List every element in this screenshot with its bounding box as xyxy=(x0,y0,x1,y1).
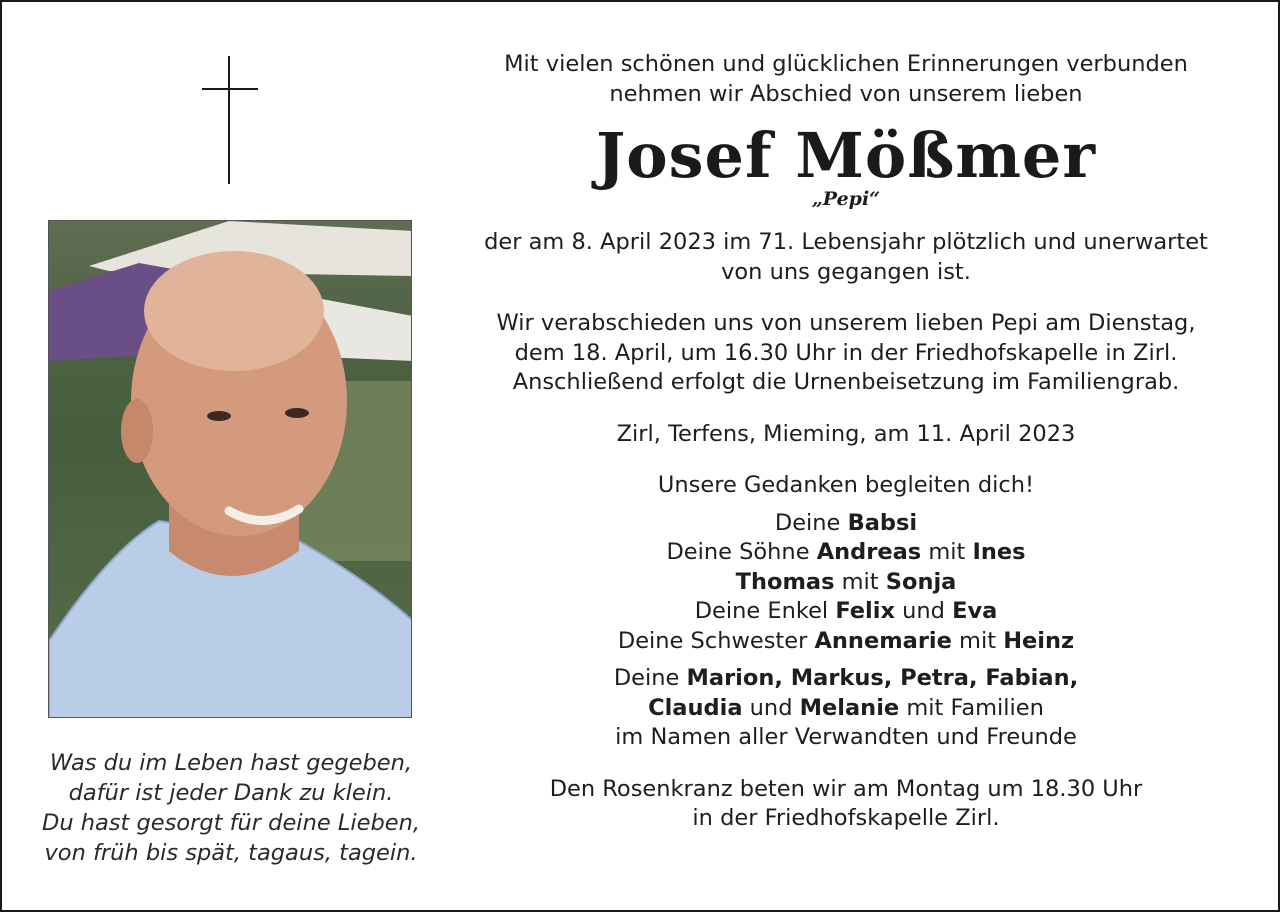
family-name: Thomas xyxy=(735,568,835,595)
family-name: Marion, Markus, Petra, Fabian, xyxy=(686,665,1079,691)
verse-line: dafür ist jeder Dank zu klein. xyxy=(68,780,394,806)
cross-icon xyxy=(202,56,258,184)
portrait-photo xyxy=(48,220,412,718)
family-name: Andreas xyxy=(816,539,922,565)
family-line: Deine Babsi xyxy=(774,509,918,536)
family-name: Eva xyxy=(952,598,998,624)
family-line: Deine Schwester Annemarie mit Heinz xyxy=(617,627,1075,654)
ceremony-line: dem 18. April, um 16.30 Uhr in der Friedhofskapelle in Zirl. xyxy=(514,339,1178,366)
family-line: im Namen aller Verwandten und Freunde xyxy=(615,724,1077,750)
verse-line: von früh bis spät, tagaus, tagein. xyxy=(44,840,418,866)
family-line: Deine Marion, Markus, Petra, Fabian, xyxy=(613,665,1079,691)
announcement-text xyxy=(458,50,1234,834)
intro-line: Mit vielen schönen und glücklichen Erinnerungen verbunden xyxy=(504,51,1188,77)
verse-line: Was du im Leben hast gegeben, xyxy=(49,750,413,776)
family-name: Sonja xyxy=(885,568,957,595)
thoughts-line: Unsere Gedanken begleiten dich! xyxy=(657,472,1035,498)
ceremony-line: Anschließend erfolgt die Urnenbeisetzung im Familiengrab. xyxy=(512,369,1180,395)
nickname: „Pepi“ xyxy=(811,188,881,210)
family-name: Heinz xyxy=(1003,627,1075,654)
family-name: Babsi xyxy=(847,509,918,536)
death-line: der am 8. April 2023 im 71. Lebensjahr plötzlich und unerwartet xyxy=(484,229,1208,255)
ceremony-line: Wir verabschieden uns von unserem lieben Pepi am Dienstag, xyxy=(496,310,1196,336)
family-name: Felix xyxy=(835,598,895,624)
memorial-verse xyxy=(22,748,440,868)
family-line: Claudia und Melanie mit Familien xyxy=(648,694,1044,721)
rosary-line: Den Rosenkranz beten wir am Montag um 18.30 Uhr xyxy=(549,775,1143,802)
place-date: Zirl, Terfens, Mieming, am 11. April 2023 xyxy=(616,420,1076,447)
death-line: von uns gegangen ist. xyxy=(721,258,971,285)
family-line: Deine Enkel Felix und Eva xyxy=(694,598,998,624)
rosary-line: in der Friedhofskapelle Zirl. xyxy=(692,805,1000,831)
verse-line: Du hast gesorgt für deine Lieben, xyxy=(42,810,420,836)
family-name: Claudia xyxy=(648,694,743,721)
family-line: Thomas mit Sonja xyxy=(735,568,957,595)
deceased-name: Josef Mößmer xyxy=(595,119,1097,192)
family-line: Deine Söhne Andreas mit Ines xyxy=(666,539,1026,565)
family-name: Melanie xyxy=(799,694,900,721)
family-name: Ines xyxy=(972,539,1026,565)
intro-line: nehmen wir Abschied von unserem lieben xyxy=(609,80,1083,107)
family-name: Annemarie xyxy=(814,627,952,654)
